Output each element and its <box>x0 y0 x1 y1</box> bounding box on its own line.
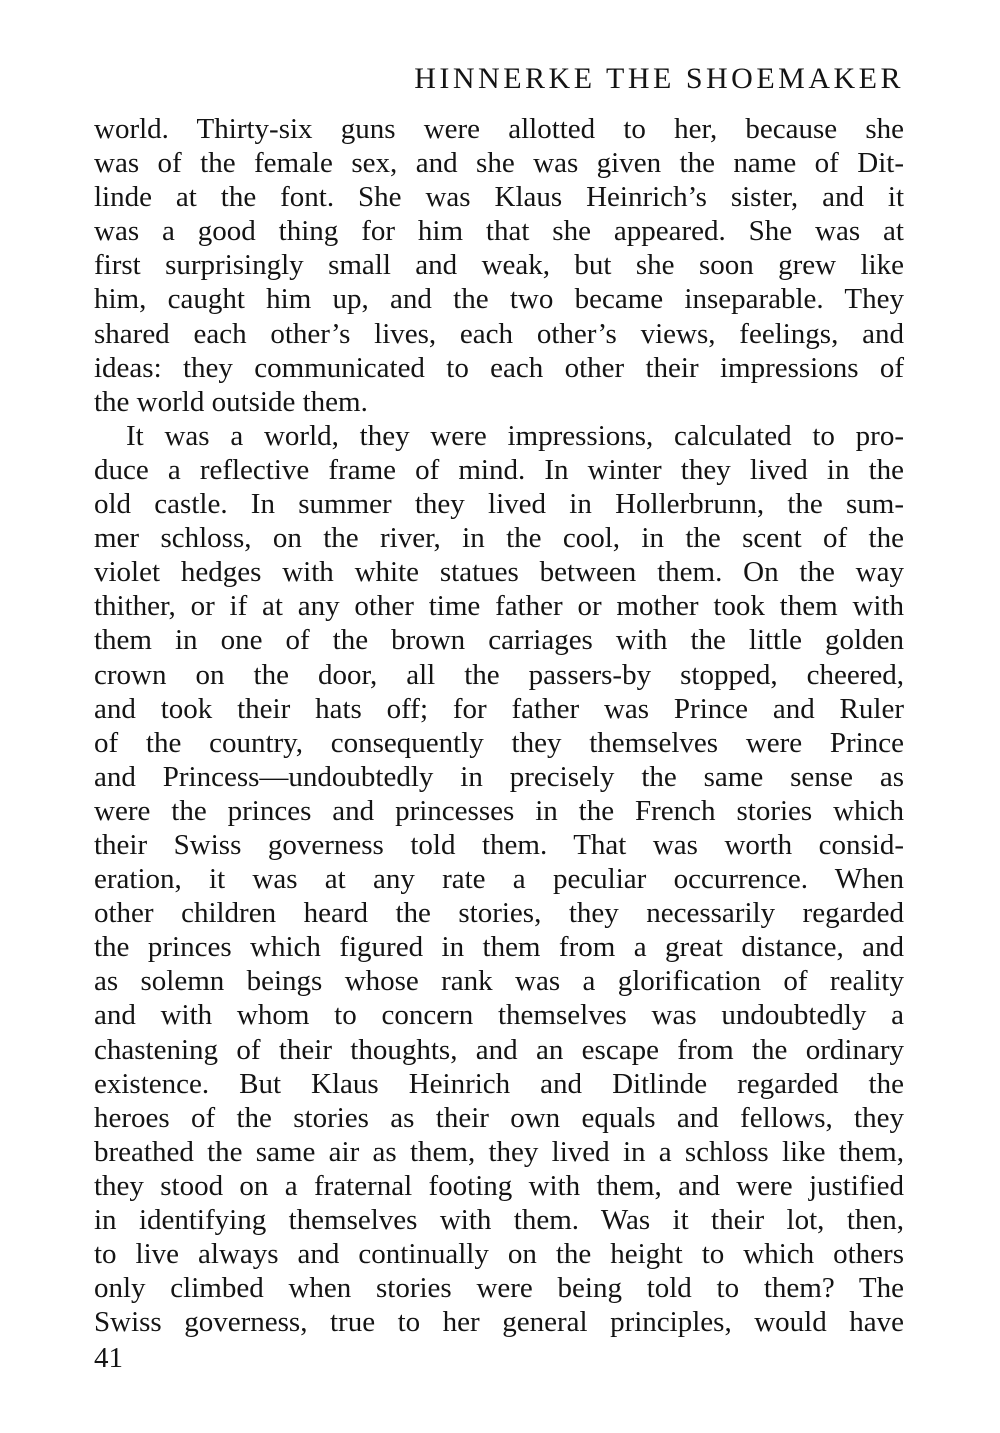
paragraph <box>94 419 904 1340</box>
text-line: shared each other’s lives, each other’s views, feelings, and <box>94 317 904 350</box>
page-number: 41 <box>94 1342 123 1374</box>
text-line: eration, it was at any rate a peculiar occurrence. When <box>94 863 904 896</box>
text-line: of the country, consequently they themselves were Prince <box>94 726 904 759</box>
text-line: and took their hats off; for father was Prince and Ruler <box>94 692 904 725</box>
text-line: in identifying themselves with them. Was it their lot, then, <box>94 1204 904 1236</box>
text-line: them in one of the brown carriages with the little golden <box>94 624 904 657</box>
text-line: old castle. In summer they lived in Hollerbrunn, the sum- <box>94 488 904 521</box>
text-line: was a good thing for him that she appeared. She was at <box>94 215 904 248</box>
text-line: crown on the door, all the passers-by stopped, cheered, <box>94 658 904 691</box>
text-line: duce a reflective frame of mind. In winter they lived in the <box>94 453 904 486</box>
text-line: world. Thirty-six guns were allotted to her, because she <box>94 113 904 145</box>
text-line: heroes of the stories as their own equals and fellows, they <box>94 1101 904 1134</box>
text-line: thither, or if at any other time father or mother took them with <box>94 590 904 623</box>
text-line: existence. But Klaus Heinrich and Ditlinde regarded the <box>94 1067 904 1100</box>
text-line: him, caught him up, and the two became inseparable. They <box>94 283 904 316</box>
text-line: and Princess—undoubtedly in precisely the same sense as <box>94 760 904 793</box>
text-line: was of the female sex, and she was given the name of Dit- <box>94 147 904 180</box>
text-line: they stood on a fraternal footing with them, and were justified <box>94 1169 904 1202</box>
text-line: and with whom to concern themselves was undoubtedly a <box>94 999 904 1032</box>
text-line: their Swiss governess told them. That was worth consid- <box>94 828 904 861</box>
text-line: as solemn beings whose rank was a glorification of reality <box>94 965 904 998</box>
text-line: linde at the font. She was Klaus Heinrich’s sister, and it <box>94 181 904 214</box>
text-line: only climbed when stories were being told to them? The <box>94 1272 904 1305</box>
text-line: the world outside them. <box>94 385 368 418</box>
text-line: violet hedges with white statues between them. On the way <box>94 556 904 589</box>
text-line: first surprisingly small and weak, but she soon grew like <box>94 249 904 282</box>
paragraph <box>94 112 904 419</box>
text-line: chastening of their thoughts, and an escape from the ordinary <box>94 1033 904 1066</box>
text-line: It was a world, they were impressions, calculated to pro- <box>126 419 904 452</box>
body-text <box>94 112 904 1339</box>
running-head: HINNERKE THE SHOEMAKER <box>414 62 904 95</box>
text-line: other children heard the stories, they necessarily regarded <box>94 897 904 930</box>
text-line: to live always and continually on the height to which others <box>94 1238 904 1271</box>
text-line: ideas: they communicated to each other their impressions of <box>94 351 904 384</box>
text-line: Swiss governess, true to her general principles, would have <box>94 1306 904 1339</box>
text-line: breathed the same air as them, they lived in a schloss like them, <box>94 1135 904 1168</box>
text-line: the princes which figured in them from a great distance, and <box>94 931 904 964</box>
text-line: mer schloss, on the river, in the cool, in the scent of the <box>94 522 904 555</box>
text-line: were the princes and princesses in the French stories which <box>94 794 904 827</box>
